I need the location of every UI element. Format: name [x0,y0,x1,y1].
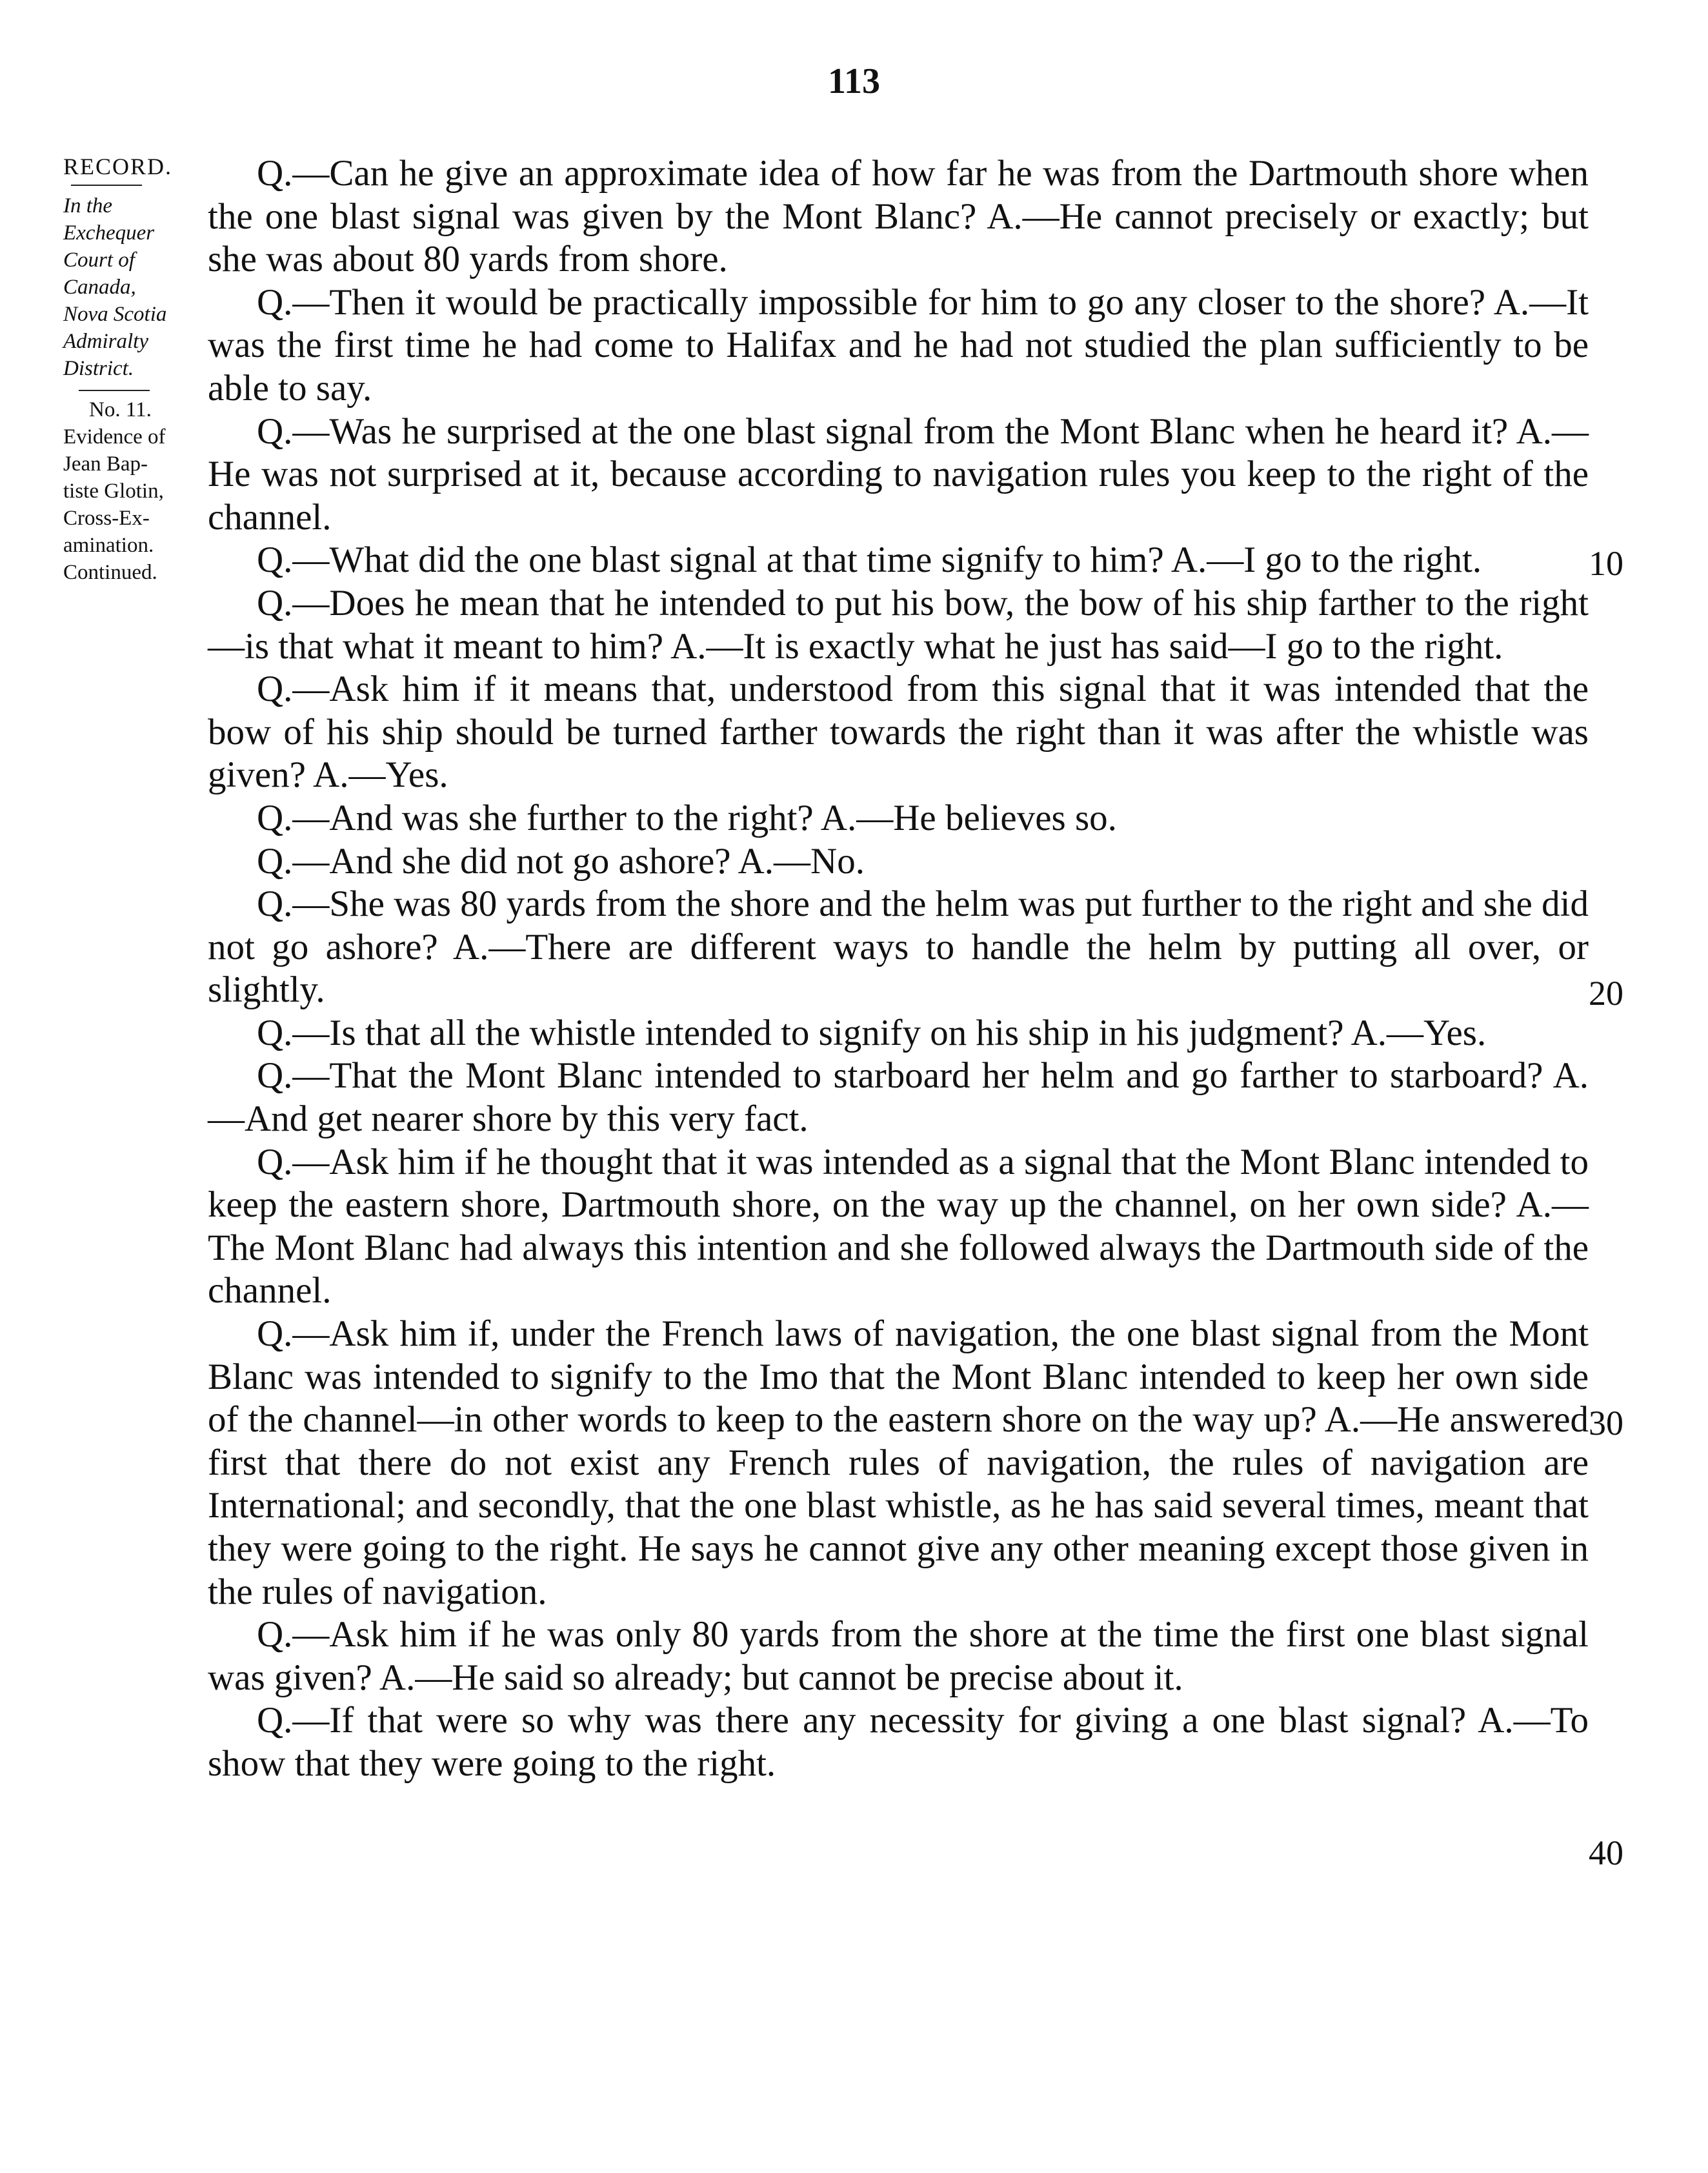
exhibit-number: No. 11. [89,398,152,421]
line-number: 10 [1589,544,1623,583]
testimony-paragraph: Q.—If that were so why was there any necessity for giving a one blast signal? A.—To show that they were going to the right. [208,1700,1589,1784]
testimony-paragraph: Q.—Ask him if he was only 80 yards from the shore at the time the first one blast signal was given? A.—He said so already; but cannot be precise about it. [208,1614,1589,1698]
page-number: 113 [828,61,880,101]
line-number: 30 [1589,1404,1623,1442]
testimony-paragraph: Q.—And was she further to the right? A.—He believes so. [257,797,1117,838]
court-line: District. [63,357,134,380]
court-line: Canada, [63,276,136,299]
sidenote-divider [79,390,150,391]
testimony-paragraph: Q.—And she did not go ashore? A.—No. [257,840,865,882]
evidence-line: amination. [63,534,154,557]
line-number: 20 [1589,974,1623,1013]
testimony-paragraph: Q.—Then it would be practically impossible for him to go any closer to the shore? A.—It was the first time he had come to Halifax and he had not studied the plan sufficiently to be able to say. [208,281,1589,409]
testimony-paragraph: Q.—Ask him if he thought that it was intended as a signal that the Mont Blanc intended to keep the eastern shore, Dartmouth shore, on the way up the channel, on her own side? A.—The Mont Blanc had always this intention and she followed always the Dartmouth side of the channel. [208,1141,1589,1311]
line-number: 40 [1589,1834,1623,1872]
testimony-body [208,152,1589,1786]
testimony-paragraph: Q.—What did the one blast signal at that time signify to him? A.—I go to the right. [257,540,1482,581]
sidenote-divider [71,185,142,186]
testimony-paragraph: Q.—She was 80 yards from the shore and the helm was put further to the right and she did not go ashore? A.—There are different ways to handle the helm by putting all over, or slightly. [208,884,1589,1011]
testimony-paragraph: Q.—Can he give an approximate idea of how far he was from the Dartmouth shore when the one blast signal was given by the Mont Blanc? A.—He cannot precisely or exactly; but she was about 80 yards from shore. [208,153,1589,280]
evidence-line: Cross-Ex- [63,507,150,530]
testimony-paragraph: Q.—Is that all the whistle intended to signify on his ship in his judgment? A.—Yes. [257,1012,1487,1053]
testimony-paragraph: Q.—That the Mont Blanc intended to starboard her helm and go farther to starboard? A.—And get nearer shore by this very fact. [208,1055,1589,1140]
testimony-paragraph: Q.—Ask him if it means that, understood from this signal that it was intended that the bow of his ship should be turned farther towards the right than it was after the whistle was given? A.—Yes. [208,669,1589,796]
court-line: Nova Scotia [63,303,167,326]
testimony-paragraph: Q.—Ask him if, under the French laws of navigation, the one blast signal from the Mont Blanc was intended to signify to the Imo that the Mont Blanc intended to keep her own side of the channel—in other words to keep to the eastern shore on the way up? A.—He answered first that there do not exist any French rules of navigation, the rules of navigation are International; and secondly, that the one blast whistle, as he has said several times, meant that they were going to the right. He says he cannot give any other meaning except those given in the rules of navigation. [208,1313,1589,1612]
testimony-paragraph: Q.—Was he surprised at the one blast signal from the Mont Blanc when he heard it? A.—He was not surprised at it, because according to navigation rules you keep to the right of the channel. [208,410,1589,538]
evidence-line: Evidence of [63,425,166,449]
evidence-line: Jean Bap- [63,452,148,476]
court-line: In the [63,194,113,217]
evidence-line: Continued. [63,561,157,584]
margin-sidenote [63,152,213,586]
court-line: Admiralty [63,330,148,353]
court-line: Court of [63,248,135,272]
evidence-line: tiste Glotin, [63,480,164,503]
testimony-paragraph: Q.—Does he mean that he intended to put his bow, the bow of his ship farther to the right—is that what it meant to him? A.—It is exactly what he just has said—I go to the right. [208,582,1589,667]
court-line: Exchequer [63,221,155,245]
record-label: RECORD. [63,154,173,179]
